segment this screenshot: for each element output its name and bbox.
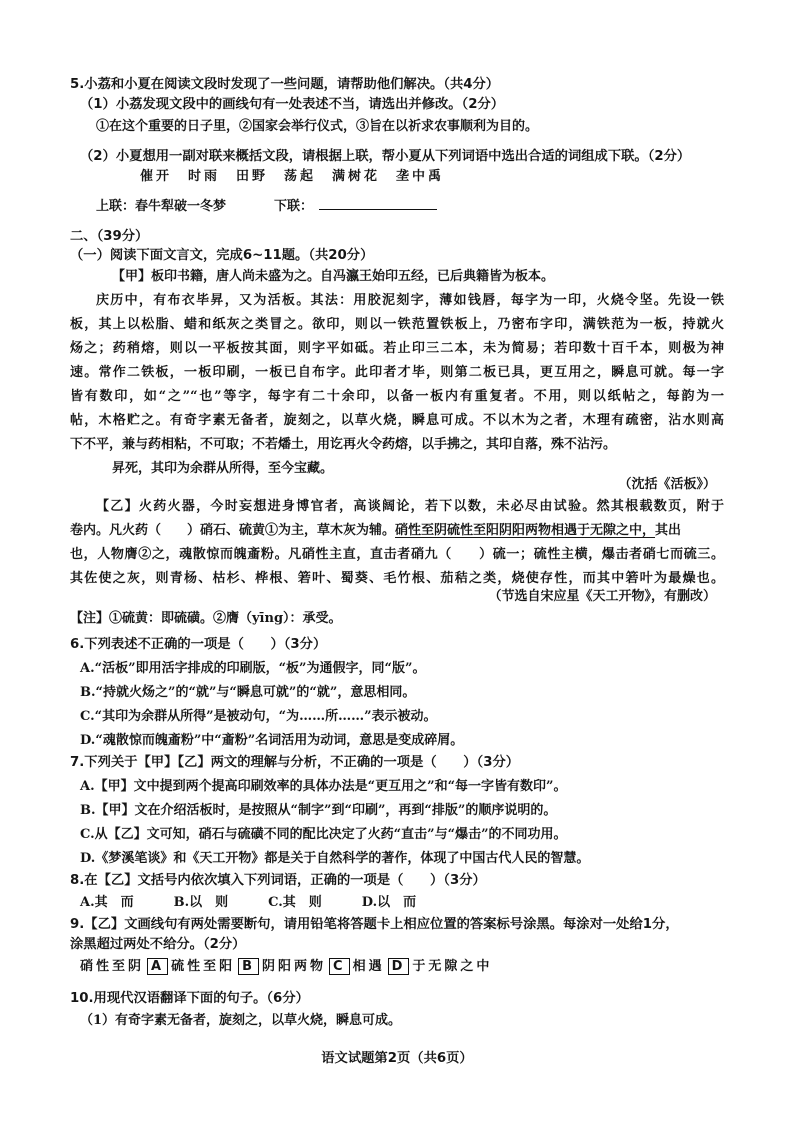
q5-title: 5.小荔和小夏在阅读文段时发现了一些问题，请帮助他们解决。（共4分） [70, 77, 500, 92]
q8-option-a: A.其 而 [80, 895, 134, 910]
yi-source: （节选自宋应星《天工开物》，有删改） [488, 589, 716, 604]
q6-option-d: D.“魂散惊而魄齑粉”中“齑粉”名词活用为动词，意思是变成碎屑。 [80, 733, 464, 748]
q9-line-1: 9.【乙】文画线句有两处需要断句，请用铅笔将答题卡上相应位置的答案标号涂黑。每涂对一处给1分， [70, 917, 679, 932]
q9-mark-a[interactable]: A [147, 958, 168, 975]
page-footer: 语文试题第2页（共6页） [321, 1051, 473, 1066]
upper-couplet: 上联：春牛犁破一冬梦 [96, 199, 227, 214]
q7-option-a: A.【甲】文中提到两个提高印刷效率的具体办法是“更互用之”和“每一字皆有数印”。 [80, 779, 567, 794]
q9-seg-1: 硝性至阴 [80, 959, 145, 974]
q9-seg-3: 阴阳两物 [262, 959, 327, 974]
section2-subtitle: （一）阅读下面文言文，完成6~11题。（共20分） [70, 248, 374, 263]
jia-line-4: 炀之；药稍熔，则以一平板按其面，则字平如砥。若止印三二本，未为简易；若印数十百千本，则极为神 [70, 341, 724, 356]
q9-seg-4: 相遇 [352, 959, 385, 974]
jia-line-9: 昇死，其印为余群从所得，至今宝藏。 [112, 461, 334, 476]
q8-option-d: D.以 而 [361, 895, 417, 910]
q7-title: 7.下列关于【甲】【乙】两文的理解与分析，不正确的一项是（ ）（3分） [70, 755, 520, 770]
q9-sequence [80, 958, 724, 976]
q6-option-c: C.“其印为余群从所得”是被动句，“为……所……”表示被动。 [80, 709, 437, 724]
lower-couplet-blank [319, 196, 437, 210]
q9-line-2: 涂黑超过两处不给分。（2分） [70, 937, 246, 952]
jia-paragraph-1: 【甲】板印书籍，唐人尚未盛为之。自冯瀛王始印五经，已后典籍皆为板本。 [112, 269, 555, 284]
lower-couplet-label: 下联： [274, 199, 314, 214]
q5-part1: （1）小荔发现文段中的画线句有一处表述不当，请选出并修改。（2分） [80, 97, 505, 112]
q5-part1-options: ①在这个重要的日子里，②国家会举行仪式，③旨在以祈求农事顺利为目的。 [96, 119, 539, 134]
q9-seg-2: 硫性至阳 [171, 959, 236, 974]
q5-word-list: 催开 时雨 田野 荡起 满树花 垄中禹 [140, 169, 445, 184]
q6-option-a: A.“活板”即用活字排成的印刷版，“板”为通假字，同“版”。 [80, 661, 426, 676]
yi-note: 【注】①硫黄：即硫磺。②膺（yīng）：承受。 [70, 611, 342, 626]
q5-part2: （2）小夏想用一副对联来概括文段，请根据上联，帮小夏从下列词语中选出合适的词组成下联。（2分） [80, 149, 691, 164]
yi-line-4: 其佐使之灰，则青杨、枯杉、桦根、箬叶、蜀葵、毛竹根、茄秸之类，烧使存性，而其中箬叶为最燥也。 [70, 571, 724, 586]
jia-line-3: 板，其上以松脂、蜡和纸灰之类冒之。欲印，则以一铁范置铁板上，乃密布字印，满铁范为一板，持就火 [70, 317, 724, 332]
q9-mark-c[interactable]: C [329, 958, 350, 975]
couplet-line [96, 196, 724, 216]
q9-seg-5: 于无隙之中 [412, 959, 493, 974]
q9-mark-d[interactable]: D [388, 958, 410, 975]
jia-line-5: 速。常作二铁板，一板印刷，一板已自布字。此印者才毕，则第二板已具，更互用之，瞬息可就。每一字 [70, 365, 724, 380]
q8-title: 8.在【乙】文括号内依次填入下列词语，正确的一项是（ ）（3分） [70, 873, 486, 888]
section2-title: 二、（39分） [70, 229, 149, 244]
q8-option-c: C.其 则 [268, 895, 322, 910]
q9-mark-b[interactable]: B [238, 958, 259, 975]
yi-underlined-sentence: 硝性至阴硫性至阳阴阳两物相遇于无隙之中， [395, 523, 656, 538]
jia-line-2: 庆历中，有布衣毕昇，又为活板。其法：用胶泥刻字，薄如钱唇，每字为一印，火烧令坚。先设一铁 [96, 293, 724, 308]
q8-option-b: B.以 则 [173, 895, 229, 910]
q7-option-b: B.【甲】文在介绍活板时，是按照从“制字”到“印刷”，再到“排版”的顺序说明的。 [80, 803, 557, 818]
q7-option-d: D.《梦溪笔谈》和《天工开物》都是关于自然科学的著作，体现了中国古代人民的智慧。 [80, 851, 590, 866]
q10-item-1: （1）有奇字素无备者，旋刻之，以草火烧，瞬息可成。 [80, 1013, 402, 1028]
yi-line-2-tail: 其出 [655, 523, 682, 538]
yi-line-2-text: 卷内。凡火药（ ）硝石、硫黄①为主，草木灰为辅。 [70, 523, 396, 538]
yi-line-1: 【乙】火药火器，今时妄想进身博官者，高谈阔论，若下以数，未必尽由试验。然其根载数页，附于 [96, 499, 724, 514]
yi-line-2 [70, 522, 724, 540]
yi-line-3: 也，人物膺②之，魂散惊而魄齑粉。凡硝性主直，直击者硝九（ ）硫一；硫性主横，爆击者硝七而硫三。 [70, 547, 724, 562]
q6-option-b: B.“持就火炀之”的“就”与“瞬息可就”的“就”，意思相同。 [80, 685, 416, 700]
jia-source: （沈括《活板》） [618, 477, 716, 492]
q8-options [80, 894, 724, 912]
jia-line-6: 皆有数印，如“之”“也”等字，每字有二十余印，以备一板内有重复者。不用，则以纸帖之，每韵为一 [70, 389, 724, 404]
q6-title: 6.下列表述不正确的一项是（ ）（3分） [70, 637, 327, 652]
q10-title: 10.用现代汉语翻译下面的句子。（6分） [70, 991, 309, 1006]
jia-line-8: 下不平，兼与药相粘，不可取；不若燔土，用讫再火令药熔，以手拂之，其印自落，殊不沾污。 [70, 437, 617, 452]
q7-option-c: C.从【乙】文可知，硝石与硫磺不同的配比决定了火药“直击”与“爆击”的不同功用。 [80, 827, 567, 842]
jia-line-7: 帖，木格贮之。有奇字素无备者，旋刻之，以草火烧，瞬息可成。不以木为之者，木理有疏密，沾水则高 [70, 413, 724, 428]
